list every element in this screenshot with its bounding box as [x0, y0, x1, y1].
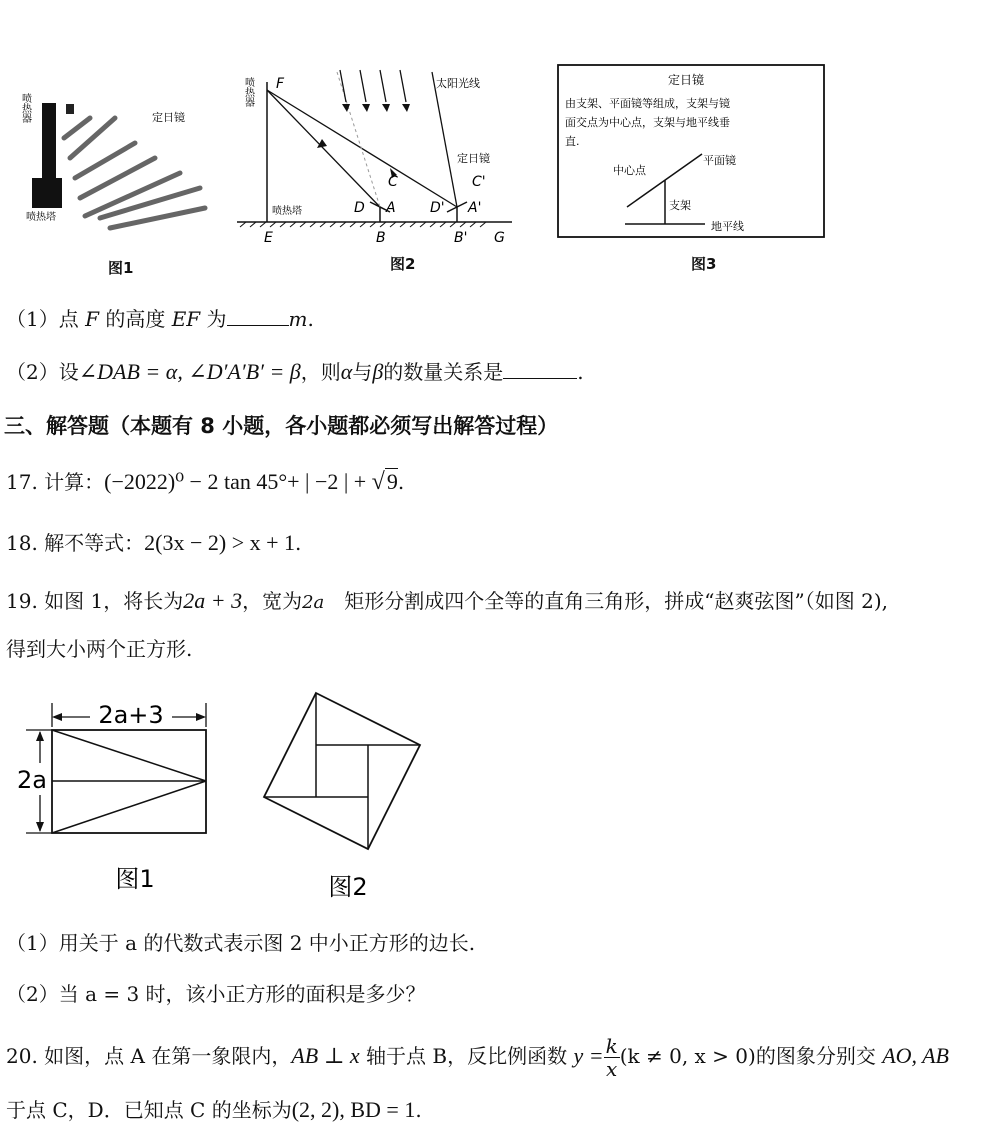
q18: 18. 解不等式：2(3x − 2) > x + 1. — [6, 530, 302, 555]
figure-1-label: 图1 — [108, 259, 134, 277]
figure-1-heliostat-photo — [20, 78, 220, 238]
fig2-point-F: F — [276, 76, 285, 92]
section-3-title: 三、解答题（本题有 8 小题，各小题都必须写出解答过程） — [4, 414, 559, 438]
figure-2-ray-diagram — [232, 62, 522, 252]
q16-part2: （2）设∠DAB = α, ∠D′A′B′ = β，则α与β的数量关系是 . — [6, 359, 584, 384]
q20-line1: 20. 如图，点 A 在第一象限内，AB ⊥ x 轴于点 B，反比例函数 y = $\frac{k}{x}$ (k ≠ 0, x > 0)的图象分别交 AO, AB — [6, 1034, 949, 1081]
q19-line2: 得到大小两个正方形. — [6, 637, 193, 661]
fig3-mirror-label: 平面镜 — [703, 154, 736, 167]
q16-answer-blank-1[interactable] — [227, 305, 289, 326]
fig2-penreqi-label: 喷热器 — [242, 77, 254, 107]
fig1-penqi-label: 喷热器 — [20, 93, 31, 123]
q16-answer-blank-2[interactable] — [503, 358, 577, 379]
fig2-point-A-prime: A' — [468, 200, 482, 216]
fig2-point-B-prime: B' — [454, 230, 468, 246]
fig2-point-D-prime: D' — [430, 200, 445, 216]
q19-line1: 19. 如图 1，将长为2a + 3，宽为2a 矩形分割成四个全等的直角三角形，拼成“赵爽弦图”（如图 2), — [6, 588, 888, 613]
q20-line2: 于点 C，D．已知点 C 的坐标为(2, 2), BD = 1. — [6, 1097, 422, 1122]
q17: 17. 计算：(−2022)⁰ − 2 tan 45°+ | −2 | + √9. — [6, 469, 405, 495]
q19-fig1-side-dimension: 2a — [17, 766, 47, 794]
fig2-point-E: E — [264, 230, 273, 246]
q19-fig1-top-dimension: 2a+3 — [98, 701, 164, 729]
fig1-penreta-label: 喷热塔 — [26, 212, 56, 223]
fig2-dingrijing-label: 定日镜 — [457, 152, 490, 165]
fig2-point-G: G — [494, 230, 505, 246]
fig2-penreta-label: 喷热塔 — [272, 206, 302, 217]
q19-figure-1-label: 图1 — [115, 865, 155, 893]
fig3-desc-line2: 面交点为中心点，支架与地平线垂 — [565, 116, 730, 129]
fig2-point-C-prime: C' — [472, 174, 486, 190]
q16-part1: （1）点 F 的高度 EF 为 m. — [6, 307, 314, 331]
fig1-dingrijing-label: 定日镜 — [152, 111, 185, 124]
figure-2-label: 图2 — [390, 255, 416, 273]
fig2-point-D: D — [354, 200, 365, 216]
fig2-point-C: C — [388, 174, 398, 190]
fig3-desc-line3: 直. — [565, 135, 580, 148]
q19-figure-2-zhaoshuang — [258, 685, 428, 905]
fig3-desc-line1: 由支架、平面镜等组成，支架与镜 — [565, 97, 730, 110]
q19-figure-2-label: 图2 — [328, 873, 368, 901]
q19-part2: （2）当 a = 3 时，该小正方形的面积是多少？ — [6, 982, 426, 1006]
fig2-point-B: B — [376, 230, 386, 246]
q20-fraction: $\frac{k}{x}$ — [605, 1034, 618, 1081]
figure-3-label: 图3 — [691, 255, 717, 273]
fig3-horizon-label: 地平线 — [711, 220, 744, 233]
q19-figure-1-rectangle — [10, 695, 220, 900]
fig2-taiyang-label: 太阳光线 — [436, 77, 480, 90]
q19-part1: （1）用关于 a 的代数式表示图 2 中小正方形的边长. — [6, 931, 476, 955]
fig3-title: 定日镜 — [668, 73, 705, 87]
figure-3-heliostat-box — [555, 62, 830, 242]
fig3-support-label: 支架 — [669, 199, 691, 212]
fig2-point-A: A — [386, 200, 396, 216]
fig3-center-label: 中心点 — [613, 164, 646, 177]
